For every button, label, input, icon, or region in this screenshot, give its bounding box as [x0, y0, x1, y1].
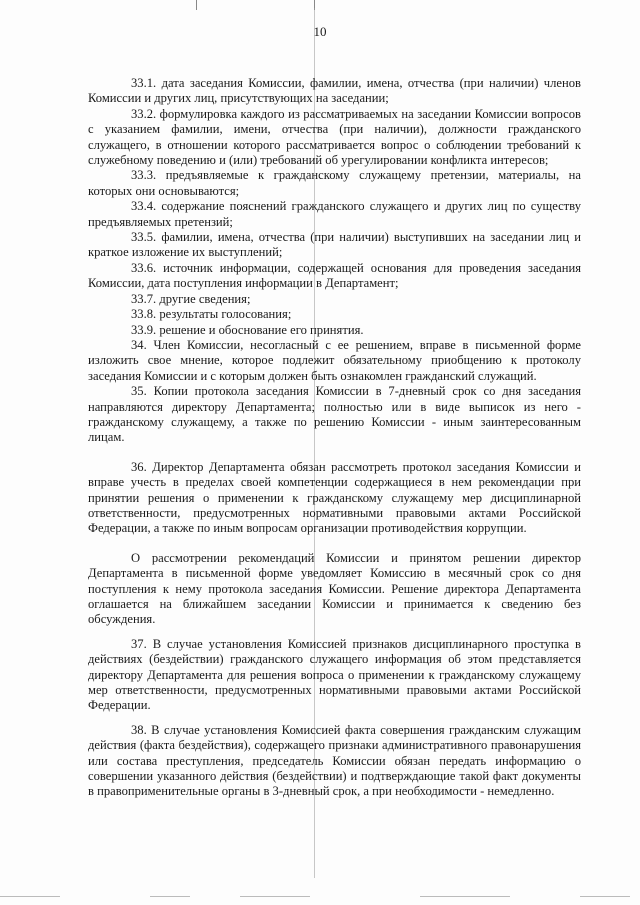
paragraph-33-3: 33.3. предъявляемые к гражданскому служащему претензии, материалы, на которых они основываются;: [88, 168, 581, 198]
paragraph-34: 34. Член Комиссии, несогласный с ее решением, вправе в письменной форме изложить свое мнение, которое подлежит обязательному приобщению к протоколу заседания Комиссии и с которым должен быть ознакомлен гражданский служащий.: [88, 337, 581, 383]
paragraph-33-7: 33.7. другие сведения;: [131, 291, 251, 306]
scan-artifact: [150, 896, 190, 897]
paragraph-33-1: 33.1. дата заседания Комиссии, фамилии, имена, отчества (при наличии) членов Комиссии и других лиц, присутствующих на заседании;: [88, 76, 581, 106]
paragraph-37: 37. В случае установления Комиссией признаков дисциплинарного проступка в действиях (бездействии) гражданского служащего информация об этом представляется директору Департамента для решения вопроса о применении к гражданскому служащему мер ответственности, предусмотренных нормативными правовыми актами Российской Федерации.: [88, 636, 581, 713]
document-body: [88, 76, 581, 800]
paragraph-33-8: 33.8. результаты голосования;: [131, 307, 292, 322]
paragraph-36-note: О рассмотрении рекомендаций Комиссии и принятом решении директор Департамента в письменной форме уведомляет Комиссию в месячный срок со дня поступления к нему протокола заседания Комиссии. Решение директора Департамента оглашается на ближайшем заседании Комиссии и принимается к сведению без обсуждения.: [88, 550, 581, 627]
paragraph-33-6: 33.6. источник информации, содержащей основания для проведения заседания Комиссии, дата поступления информации в Департамент;: [88, 260, 581, 291]
scan-mark: [196, 0, 197, 10]
page-number: 10: [313, 24, 327, 39]
paragraph-35: 35. Копии протокола заседания Комиссии в 7-дневный срок со дня заседания направляются директору Департамента; полностью или в виде выписок из него - гражданскому служащему, а также по решению Комиссии - иным заинтересованным лицам.: [88, 384, 581, 445]
scan-artifact: [420, 896, 510, 897]
paragraph-33-4: 33.4. содержание пояснений гражданского служащего и других лиц по существу предъявляемых претензий;: [88, 199, 581, 229]
paragraph-36: 36. Директор Департамента обязан рассмотреть протокол заседания Комиссии и вправе учесть в пределах своей компетенции содержащиеся в нем рекомендации при принятии решения о применении к гражданскому служащему мер дисциплинарной ответственности, предусмотренных нормативными правовыми актами Российской Федерации, а также по иным вопросам организации противодействия коррупции.: [88, 459, 581, 536]
paragraph-33-9: 33.9. решение и обоснование его принятия.: [131, 322, 364, 337]
scan-artifact: [0, 896, 60, 897]
scan-artifact: [580, 896, 630, 897]
paragraph-33-2: 33.2. формулировка каждого из рассматриваемых на заседании Комиссии вопросов с указанием фамилии, имени, отчества (при наличии), должности гражданского служащего, в отношении которого рассматривается вопрос о соблюдении требований к служебному поведению и (или) требований об урегулировании конфликта интересов;: [88, 106, 581, 168]
scan-artifact: [240, 896, 310, 897]
paragraph-33-5: 33.5. фамилии, имена, отчества (при наличии) выступивших на заседании лиц и краткое изложение их выступлений;: [88, 230, 581, 260]
paragraph-38: 38. В случае установления Комиссией факта совершения гражданским служащим действия (факта бездействия), содержащего признаки административного правонарушения или состава преступления, председатель Комиссии обязан передать информацию о совершении указанного действия (бездействии) и подтверждающие такой факт документы в правоприменительные органы в 3-дневный срок, а при необходимости - немедленно.: [88, 722, 581, 799]
